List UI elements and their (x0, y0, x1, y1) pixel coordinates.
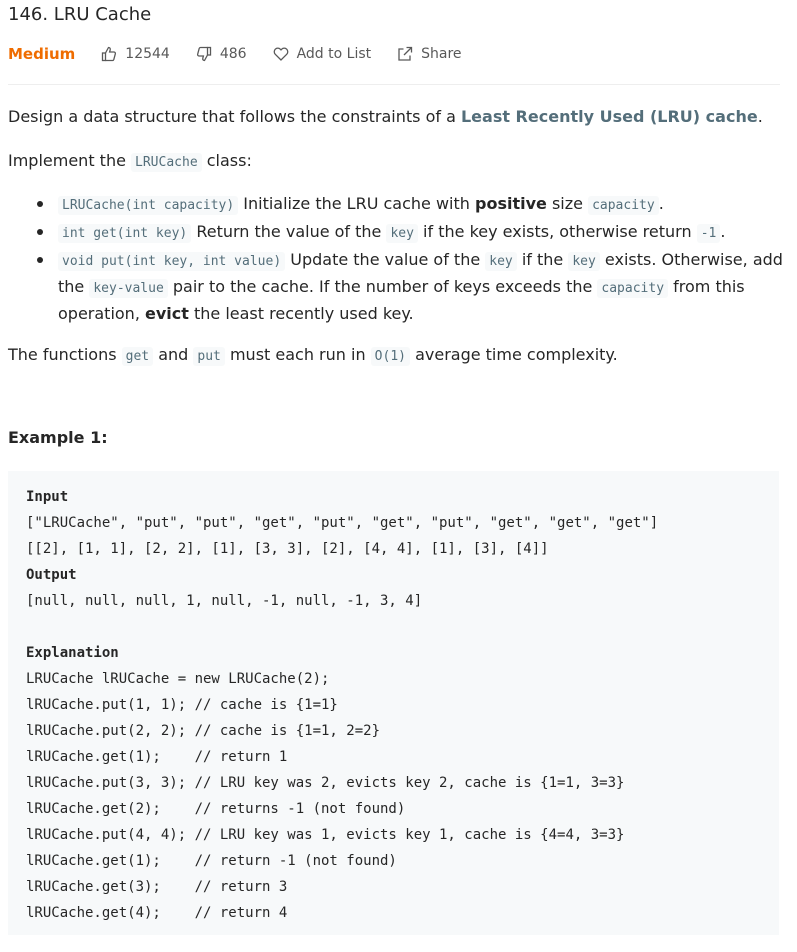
input-arguments: [[2], [1, 1], [2, 2], [1], [3, 3], [2], [4, 4], [1], [3], [4]] (26, 541, 549, 557)
bullet-text: pair to the cache. If the number of keys exceeds the (167, 277, 598, 296)
intro-paragraph (8, 104, 763, 129)
implement-text: Implement the (8, 151, 132, 170)
explanation-line: lRUCache.get(3); // return 3 (26, 879, 288, 895)
bullet-text: if the key exists, otherwise return (417, 222, 697, 241)
explanation-line: lRUCache.get(4); // return 4 (26, 905, 288, 921)
thumbs-up-icon (101, 46, 117, 62)
list-item-put (8, 247, 783, 326)
problem-title: 146. LRU Cache (8, 4, 152, 25)
share-label: Share (421, 46, 462, 62)
dislike-button[interactable] (196, 46, 247, 62)
implement-text-end: class: (201, 151, 252, 170)
explanation-line: lRUCache.get(2); // returns -1 (not found) (26, 801, 406, 817)
explanation-line: lRUCache.put(1, 1); // cache is {1=1} (26, 697, 338, 713)
method-list (8, 191, 783, 326)
get-signature-code: int get(int key) (58, 224, 191, 243)
bullet-text: Return the value of the (191, 222, 387, 241)
dislike-count: 486 (219, 46, 247, 62)
explanation-line: lRUCache.put(4, 4); // LRU key was 1, evicts key 1, cache is {4=4, 3=3} (26, 827, 625, 843)
lru-cache-link[interactable]: Least Recently Used (LRU) cache (460, 107, 758, 126)
output-label: Output (26, 567, 77, 583)
key-code: key (485, 252, 516, 271)
bullet-text: size (546, 194, 589, 213)
problem-meta-bar (8, 44, 488, 64)
header-divider (8, 84, 780, 85)
explanation-line: lRUCache.get(1); // return 1 (26, 749, 288, 765)
class-name-code: LRUCache (131, 153, 202, 172)
list-item-constructor (8, 191, 783, 218)
thumbs-down-icon (196, 46, 212, 62)
complexity-text: average time complexity. (409, 345, 618, 364)
explanation-label: Explanation (26, 645, 119, 661)
explanation-line: lRUCache.get(1); // return -1 (not found) (26, 853, 397, 869)
add-to-list-label: Add to List (296, 46, 372, 62)
explanation-line: LRUCache lRUCache = new LRUCache(2); (26, 671, 330, 687)
example-title: Example 1: (8, 428, 108, 447)
bullet-bold: evict (145, 304, 189, 323)
capacity-code: capacity (588, 196, 659, 215)
like-button[interactable] (101, 46, 170, 62)
minus-one-code: -1 (697, 224, 721, 243)
bullet-text: the least recently used key. (188, 304, 414, 323)
constructor-signature-code: LRUCache(int capacity) (58, 196, 238, 215)
complexity-text: and (153, 345, 194, 364)
complexity-paragraph (8, 342, 618, 369)
share-icon (397, 46, 413, 62)
like-count: 12544 (125, 46, 170, 62)
heart-icon (273, 46, 289, 62)
implement-paragraph (8, 148, 252, 175)
blank-line (26, 614, 761, 640)
bullet-text: from this operation, (58, 277, 745, 323)
bullet-text: Update the value of the (285, 250, 486, 269)
bullet-text: if the (516, 250, 569, 269)
key-code: key (568, 252, 599, 271)
capacity-code: capacity (597, 279, 668, 298)
input-operations: ["LRUCache", "put", "put", "get", "put", "get", "put", "get", "get", "get"] (26, 515, 659, 531)
explanation-line: lRUCache.put(3, 3); // LRU key was 2, evicts key 2, cache is {1=1, 3=3} (26, 775, 625, 791)
complexity-text: must each run in (224, 345, 371, 364)
explanation-line: lRUCache.put(2, 2); // cache is {1=1, 2=2} (26, 723, 381, 739)
add-to-list-button[interactable] (273, 46, 372, 62)
bullet-text: . (720, 222, 726, 241)
complexity-text: The functions (8, 345, 122, 364)
difficulty-badge: Medium (8, 45, 76, 63)
list-item-get (8, 219, 783, 246)
put-signature-code: void put(int key, int value) (58, 252, 285, 271)
bullet-bold: positive (475, 194, 547, 213)
bullet-text: exists. Otherwise, add the (58, 250, 783, 296)
input-label: Input (26, 489, 69, 505)
put-code: put (193, 347, 224, 366)
intro-text: Design a data structure that follows the constraints of a (8, 107, 461, 126)
intro-period: . (757, 107, 763, 126)
bullet-text: Initialize the LRU cache with (238, 194, 475, 213)
output-values: [null, null, null, 1, null, -1, null, -1, 3, 4] (26, 593, 423, 609)
get-code: get (122, 347, 153, 366)
key-value-code: key-value (89, 279, 167, 298)
example-code-block (8, 471, 779, 935)
big-o-code: O(1) (371, 347, 410, 366)
share-button[interactable] (397, 46, 461, 62)
key-code: key (386, 224, 417, 243)
bullet-text: . (658, 194, 664, 213)
